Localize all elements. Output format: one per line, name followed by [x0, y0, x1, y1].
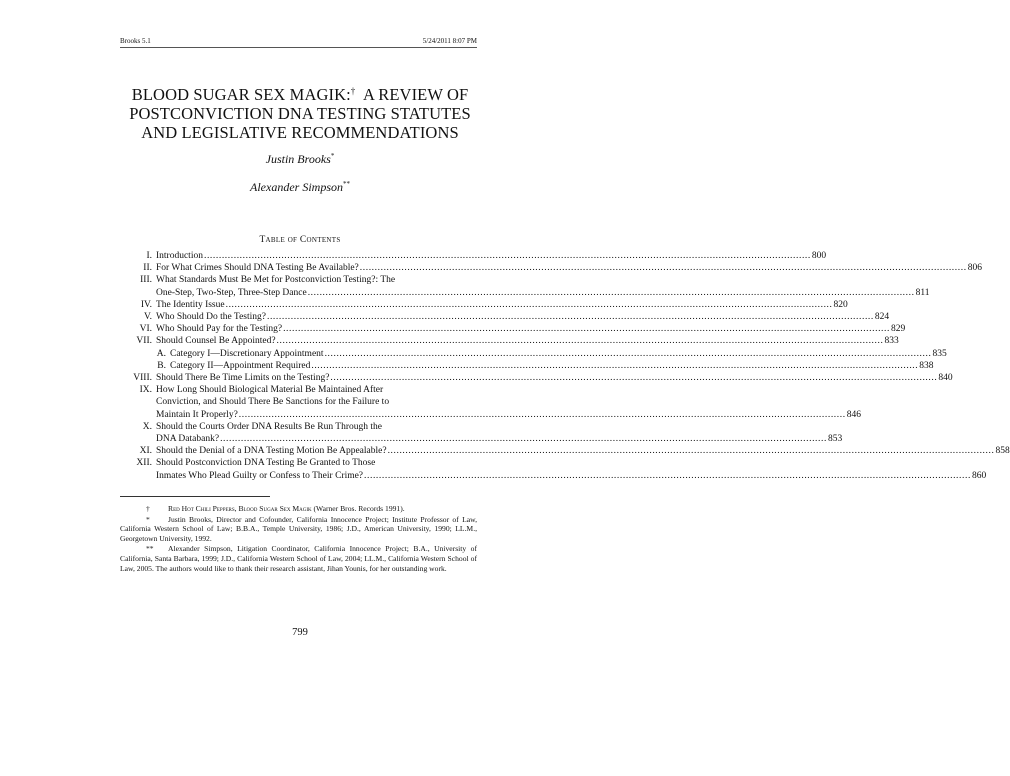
- toc-entry-page: 858: [995, 446, 1010, 457]
- toc-entry[interactable]: [120, 274, 930, 298]
- toc-entry-page: 846: [846, 409, 861, 420]
- footnote-dagger: † Red Hot Chili Peppers, Blood Sugar Sex Magik (Warner Bros. Records 1991).: [146, 504, 405, 513]
- toc-entry-number: II.: [143, 263, 152, 274]
- toc-entry[interactable]: [120, 360, 934, 372]
- toc-entry-number: A.: [156, 348, 166, 359]
- toc-entry-title: Conviction, and Should There Be Sanctions for the Failure to: [156, 397, 390, 408]
- toc-entry-number: X.: [142, 421, 152, 432]
- toc-entry[interactable]: [120, 311, 890, 323]
- footnote-star: * Justin Brooks, Director and Cofounder, California Innocence Project; Institute Professor of Law, California Western School of Law; B.B.A., Temple University, 1986; J.D., American University, 1990; LL.M., Georgetown University, 1992.: [120, 514, 477, 543]
- toc-leader-dots: [239, 409, 846, 421]
- running-head: [120, 37, 477, 48]
- toc-entry-number: IV.: [140, 299, 152, 310]
- running-head-right: 5/24/2011 8:07 PM: [422, 37, 477, 45]
- toc-entry-page: 829: [890, 324, 906, 335]
- toc-entry-title: Should the Courts Order DNA Results Be Run Through the: [156, 421, 382, 432]
- toc-entry-number: IX.: [139, 385, 152, 396]
- footnotes: [120, 504, 477, 574]
- toc-entry[interactable]: [120, 348, 947, 360]
- toc-entry[interactable]: [120, 372, 953, 384]
- toc-leader-dots: [204, 250, 811, 262]
- toc-entry-page: 835: [932, 348, 947, 359]
- toc-entry-title: DNA Databank?: [156, 434, 220, 445]
- toc-entry[interactable]: [120, 457, 987, 481]
- toc-entry[interactable]: [120, 299, 848, 311]
- toc-entry[interactable]: [120, 250, 827, 262]
- toc-leader-dots: [267, 311, 874, 323]
- toc-entry-page: 800: [811, 251, 827, 261]
- toc-entry-title: The Identity Issue: [156, 299, 225, 310]
- toc-entry[interactable]: [120, 262, 982, 274]
- toc-entry-title: Who Should Pay for the Testing?: [156, 324, 283, 335]
- toc-entry-title: Category II—Appointment Required: [170, 360, 311, 371]
- title-line-2: POSTCONVICTION DNA TESTING STATUTES: [129, 104, 471, 123]
- toc-entry-page: 824: [874, 312, 890, 323]
- toc-entry[interactable]: [120, 335, 899, 347]
- toc-entry-number: XII.: [136, 458, 152, 469]
- toc-entry-number: VI.: [139, 324, 152, 335]
- table-of-contents: [120, 250, 1010, 482]
- toc-leader-dots: [364, 470, 971, 482]
- toc-leader-dots: [311, 360, 918, 372]
- toc-entry-page: 811: [915, 287, 930, 298]
- toc-entry-number: I.: [146, 251, 152, 261]
- footnote-rule: [120, 496, 270, 497]
- toc-entry-number: VII.: [136, 336, 152, 347]
- toc-entry-title: Category I—Discretionary Appointment: [170, 348, 324, 359]
- toc-entry-page: 853: [827, 434, 843, 445]
- toc-entry-title: Maintain It Properly?: [156, 409, 238, 420]
- toc-leader-dots: [325, 348, 932, 360]
- toc-leader-dots: [388, 445, 995, 457]
- toc-entry-title: Inmates Who Plead Guilty or Confess to Their Crime?: [156, 470, 364, 481]
- toc-leader-dots: [277, 335, 884, 347]
- toc-leader-dots: [220, 433, 827, 445]
- toc-leader-dots: [308, 287, 915, 299]
- toc-entry[interactable]: [120, 384, 861, 421]
- toc-heading: Table of Contents: [259, 235, 341, 245]
- toc-entry-title: Should There Be Time Limits on the Testing?: [156, 373, 330, 384]
- toc-entry-page: 820: [833, 299, 848, 310]
- author-brooks-footnote-mark[interactable]: *: [330, 152, 335, 160]
- toc-entry-number: III.: [140, 275, 152, 286]
- toc-entry-title: What Standards Must Be Met for Postconviction Testing?: The: [156, 275, 396, 286]
- toc-entry-page: 838: [919, 360, 934, 371]
- author-simpson-footnote-mark[interactable]: **: [342, 180, 350, 188]
- toc-entry[interactable]: [120, 421, 843, 445]
- toc-leader-dots: [360, 262, 967, 274]
- toc-entry-number: VIII.: [133, 373, 152, 384]
- toc-entry-title: Should the Denial of a DNA Testing Motion Be Appealable?: [156, 446, 387, 457]
- toc-entry-title: Should Counsel Be Appointed?: [156, 336, 276, 347]
- toc-entry[interactable]: [120, 323, 906, 335]
- toc-entry-page: 840: [938, 373, 953, 384]
- toc-entry-title: Who Should Do the Testing?: [156, 312, 266, 323]
- toc-entry-title: One-Step, Two-Step, Three-Step Dance: [156, 287, 307, 298]
- footnote-double-star: ** Alexander Simpson, Litigation Coordinator, California Innocence Project; B.A., University of California, Santa Barbara, 1999; J.D., California Western School of Law, 2004; LL.M., California Western School of Law, 2005. The authors would like to thank their research assistant, Jihan Younis, for her outstanding work.: [120, 544, 477, 573]
- toc-entry-number: V.: [143, 312, 152, 323]
- toc-entry-page: 833: [884, 336, 899, 347]
- toc-leader-dots: [283, 323, 890, 335]
- toc-entry-title: Introduction: [156, 251, 203, 261]
- toc-entry-title: For What Crimes Should DNA Testing Be Available?: [156, 263, 359, 274]
- toc-entry-page: 806: [967, 263, 982, 274]
- toc-leader-dots: [226, 299, 833, 311]
- article-title: [100, 82, 500, 142]
- toc-leader-dots: [330, 372, 937, 384]
- title-dagger-mark[interactable]: †: [350, 86, 356, 96]
- author-simpson: Alexander Simpson**: [250, 180, 350, 194]
- running-head-left: Brooks 5.1: [120, 37, 151, 45]
- author-brooks: Justin Brooks*: [265, 152, 335, 166]
- toc-entry-page: 860: [971, 470, 987, 481]
- toc-entry-number: B.: [157, 360, 166, 371]
- toc-entry-title: How Long Should Biological Material Be Maintained After: [156, 385, 384, 396]
- toc-entry-number: XI.: [139, 446, 152, 457]
- toc-entry[interactable]: [120, 445, 1010, 457]
- toc-entry-title: Should Postconviction DNA Testing Be Granted to Those: [156, 458, 376, 469]
- title-line-1: BLOOD SUGAR SEX MAGIK:† A REVIEW OF: [131, 85, 469, 104]
- title-line-3: AND LEGISLATIVE RECOMMENDATIONS: [141, 123, 459, 142]
- page-number: 799: [292, 627, 308, 638]
